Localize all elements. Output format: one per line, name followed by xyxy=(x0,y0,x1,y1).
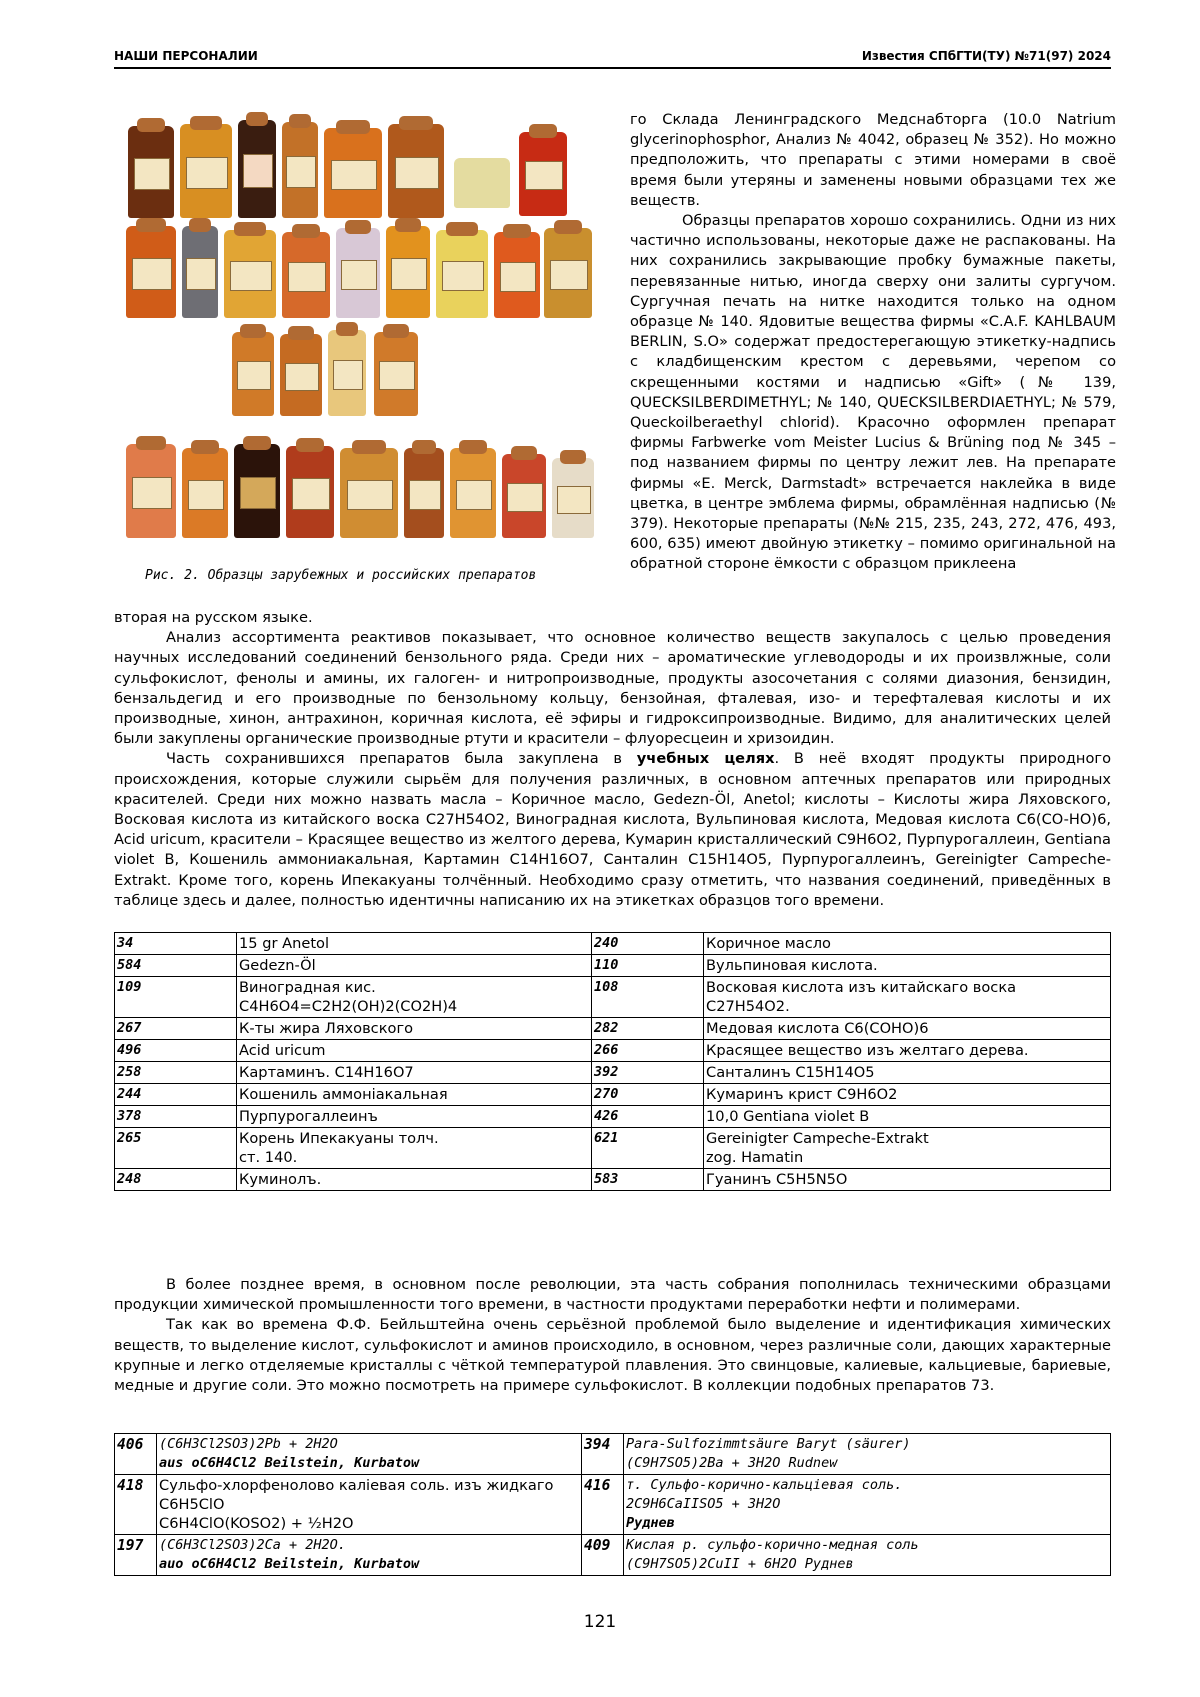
sample-name: Gedezn-Öl xyxy=(237,955,592,977)
sample-formula: Сульфо-хлорфенолово каліевая соль. изъ жидкаго C6H5ClO C6H4ClO(KOSO2) + ½H2O xyxy=(157,1475,582,1535)
paragraph: вторая на русском языке. xyxy=(114,609,313,626)
sample-number: 267 xyxy=(115,1018,237,1040)
sample-name: Картаминъ. C14H16O7 xyxy=(237,1062,592,1084)
jar-image xyxy=(224,230,276,318)
sample-name: Медовая кислота C6(COHO)6 xyxy=(704,1018,1111,1040)
jar-image xyxy=(386,226,430,318)
sample-name: Коричное масло xyxy=(704,933,1111,955)
figure-caption: Рис. 2. Образцы зарубежных и российских препаратов xyxy=(145,568,537,583)
sample-formula: (C6H3Cl2SO3)2Ca + 2H2O. auo oC6H4Cl2 Beilstein, Kurbatow xyxy=(157,1535,582,1576)
sample-number: 584 xyxy=(115,955,237,977)
jar-image xyxy=(336,228,380,318)
jar-image xyxy=(436,230,488,318)
sample-formula: т. Сульфо-корично-кальціевая соль. 2C9H6CaIISO5 + 3H2O Руднев xyxy=(624,1475,1111,1535)
sample-number: 621 xyxy=(592,1128,704,1169)
jar-image xyxy=(450,448,496,538)
table-row xyxy=(115,1535,1111,1576)
sample-formula: (C6H3Cl2SO3)2Pb + 2H2O aus oC6H4Cl2 Beilstein, Kurbatow xyxy=(157,1434,582,1475)
page-number: 121 xyxy=(583,1612,617,1632)
jar-image xyxy=(286,446,334,538)
paragraph: Так как во времена Ф.Ф. Бейльштейна очень серьёзной проблемой было выделение и идентификация химических веществ, то выделение кислот, сульфокислот и аминов происходило, в основном, через различные соли, дающих характерные крупные и легко отделяемые кристаллы с чёткой температурой плавления. Это свинцовые, калиевые, кальциевые, бариевые, медные и другие соли. Это можно посмотреть на примере сульфокислот. В коллекции подобных препаратов 73. xyxy=(114,1316,1111,1395)
jar-image xyxy=(232,332,274,416)
jar-image xyxy=(182,226,218,318)
sample-name: Восковая кислота изъ китайскаго воска C27H54O2. xyxy=(704,977,1111,1018)
jar-image xyxy=(280,334,322,416)
sample-name: 10,0 Gentiana violet B xyxy=(704,1106,1111,1128)
sample-number: 418 xyxy=(115,1475,157,1535)
sample-name: Гуанинъ C5H5N5O xyxy=(704,1169,1111,1191)
sulfonic-salts-table xyxy=(114,1433,1111,1576)
jar-image xyxy=(494,232,540,318)
sample-number: 248 xyxy=(115,1169,237,1191)
jar-image xyxy=(126,444,176,538)
table-row xyxy=(115,1084,1111,1106)
sample-number: 109 xyxy=(115,977,237,1018)
jar-image xyxy=(552,458,594,538)
sample-number: 282 xyxy=(592,1018,704,1040)
table-row xyxy=(115,1434,1111,1475)
sample-number: 394 xyxy=(582,1434,624,1475)
sample-name: Санталинъ C15H14O5 xyxy=(704,1062,1111,1084)
paragraph: Часть сохранившихся препаратов была закуплена в учебных целях. В неё входят продукты природного происхождения, которые служили сырьём для получения различных, в основном аптечных препаратов или природных красителей. Среди них можно назвать масла – Коричное масло, Gedezn-Öl, Anetol; кислоты – Кислоты жира Ляховского, Восковая кислота из китайского воска C27H54O2, Виноградная кислота, Вульпиновая кислота, Медовая кислота C6(CO-HO)6, Acid uricum, красители – Красящее вещество из желтого дерева, Кумарин кристаллический C9H6O2, Пурпурогаллеин, Gentiana violet B, Кошениль аммониакальная, Картамин C14H16O7, Санталин C15H14O5, Пурпурогаллеинъ, Gereinigter Campeche-Extrakt. Кроме того, корень Ипекакуаны толчённый. Необходимо сразу отметить, что названия соединений, приведённых в таблице здесь и далее, полностью идентичны написанию их на этикетках образцов того времени. xyxy=(114,750,1111,909)
sample-number: 406 xyxy=(115,1434,157,1475)
sample-number: 244 xyxy=(115,1084,237,1106)
sample-name: Acid uricum xyxy=(237,1040,592,1062)
paragraph: Образцы препаратов хорошо сохранились. Одни из них частично использованы, некоторые даже не распакованы. На них сохранились закрывающие пробку бумажные пакеты, перевязанные нитью, иногда сверху они залиты сургучом. Сургучная печать на нитке находится только на одном образце № 140. Ядовитые вещества фирмы «C.A.F. KAHLBAUM BERLIN, S.O» содержат предостерегающую этикетку-надпись с кладбищенским крестом с деревьями, черепом со скрещенными костями и надписью «Gift» (№ 139, QUECKSILBERDIMETHYL; № 140, QUECKSILBERDIAETHYL; № 579, Queckoilberaethyl chlorid). Красочно оформлен препарат фирмы Farbwerke vom Meister Lucius & Brüning под № 345 – под названием фирмы по центру лежит лев. На препарате фирмы «E. Merck, Darmstadt» встречается наклейка в виде цветка, в центре эмблема фирмы, обрамлённая надписью (№ 379). Некоторые препараты (№№ 215, 235, 243, 272, 476, 493, 600, 635) имеют двойную этикетку – помимо оригинальной на обратной стороне ёмкости с образцом приклеена xyxy=(630,212,1116,573)
sample-number: 270 xyxy=(592,1084,704,1106)
sample-number: 416 xyxy=(582,1475,624,1535)
sample-formula: Para-Sulfozimmtsäure Baryt (säurer) (C9H7SO5)2Ba + 3H2O Rudnew xyxy=(624,1434,1111,1475)
paragraph: В более позднее время, в основном после революции, эта часть собрания пополнилась техническими образцами продукции химической промышленности того времени, в частности продуктами переработки нефти и полимерами. xyxy=(114,1276,1111,1314)
sample-number: 110 xyxy=(592,955,704,977)
sample-number: 197 xyxy=(115,1535,157,1576)
running-header xyxy=(114,47,1111,69)
jar-image xyxy=(328,330,366,416)
body-text-2 xyxy=(114,1275,1111,1396)
sample-name: Пурпурогаллеинъ xyxy=(237,1106,592,1128)
right-column-text xyxy=(630,110,1116,575)
sample-name: Корень Ипекакуаны толч. ст. 140. xyxy=(237,1128,592,1169)
sample-number: 426 xyxy=(592,1106,704,1128)
emphasis: учебных целях xyxy=(636,750,775,768)
sample-name: К-ты жира Ляховского xyxy=(237,1018,592,1040)
table-row xyxy=(115,977,1111,1018)
sample-name: Gereinigter Campeche-Extrakt zog. Hamatin xyxy=(704,1128,1111,1169)
sample-number: 496 xyxy=(115,1040,237,1062)
table-row xyxy=(115,1062,1111,1084)
journal-issue: Известия СПбГТИ(ТУ) №71(97) 2024 xyxy=(861,49,1111,63)
section-title: НАШИ ПЕРСОНАЛИИ xyxy=(114,49,258,63)
sample-number: 240 xyxy=(592,933,704,955)
jar-image xyxy=(340,448,398,538)
body-text-1 xyxy=(114,608,1111,911)
specimen-photo xyxy=(124,118,594,553)
jar-image xyxy=(238,120,276,218)
jar-image xyxy=(502,454,546,538)
jar-image xyxy=(234,444,280,538)
sample-name: Вульпиновая кислота. xyxy=(704,955,1111,977)
paragraph: го Склада Ленинградского Медснабторга (10.0 Natrium glycerinophosphor, Анализ № 4042, образец № 352). Но можно предположить, что препараты с этими номерами в своё время были утеряны и заменены новыми образцами тех же веществ. xyxy=(630,111,1116,209)
jar-image xyxy=(282,122,318,218)
jar-image xyxy=(126,226,176,318)
sample-name: Кошениль аммоніакальная xyxy=(237,1084,592,1106)
jar-image xyxy=(454,158,510,208)
jar-image xyxy=(180,124,232,218)
jar-image xyxy=(519,132,567,216)
reagents-table xyxy=(114,932,1111,1191)
sample-name: Куминолъ. xyxy=(237,1169,592,1191)
table-row xyxy=(115,1475,1111,1535)
jar-image xyxy=(374,332,418,416)
sample-name: Виноградная кис. C4H6O4=C2H2(OH)2(CO2H)4 xyxy=(237,977,592,1018)
jar-image xyxy=(182,448,228,538)
sample-number: 108 xyxy=(592,977,704,1018)
table-row xyxy=(115,1106,1111,1128)
sample-number: 258 xyxy=(115,1062,237,1084)
sample-name: Кумаринъ крист C9H6O2 xyxy=(704,1084,1111,1106)
sample-number: 266 xyxy=(592,1040,704,1062)
sample-number: 583 xyxy=(592,1169,704,1191)
sample-number: 34 xyxy=(115,933,237,955)
sample-number: 378 xyxy=(115,1106,237,1128)
sample-number: 409 xyxy=(582,1535,624,1576)
sample-formula: Кислая р. сульфо-корично-медная соль (C9H7SO5)2CuII + 6H2O Руднев xyxy=(624,1535,1111,1576)
jar-image xyxy=(404,448,444,538)
table-row xyxy=(115,1169,1111,1191)
paragraph: Анализ ассортимента реактивов показывает, что основное количество веществ закупалось с целью проведения научных исследований соединений бензольного ряда. Среди них – ароматические углеводороды и их произвлжные, соли сульфокислот, фенолы и амины, их галоген- и нитропроизводные, продукты азосочетания с солями диазония, бензидин, бензальдегид и его производные по бензольному кольцу, бензойная, фталевая, изо- и терефталевая кислоты и их производные, хинон, антрахинон, коричная кислота, её эфиры и гидроксипроизводные. Видимо, для аналитических целей были закуплены органические производные ртути и красители – флуоресцеин и хризоидин. xyxy=(114,629,1111,748)
jar-image xyxy=(544,228,592,318)
jar-image xyxy=(324,128,382,218)
jar-image xyxy=(282,232,330,318)
sample-name: 15 gr Anetol xyxy=(237,933,592,955)
jar-image xyxy=(128,126,174,218)
sample-name: Красящее вещество изъ желтаго дерева. xyxy=(704,1040,1111,1062)
jar-image xyxy=(388,124,444,218)
table-row xyxy=(115,1040,1111,1062)
table-row xyxy=(115,933,1111,955)
table-row xyxy=(115,955,1111,977)
table-row xyxy=(115,1128,1111,1169)
table-row xyxy=(115,1018,1111,1040)
sample-number: 392 xyxy=(592,1062,704,1084)
sample-number: 265 xyxy=(115,1128,237,1169)
